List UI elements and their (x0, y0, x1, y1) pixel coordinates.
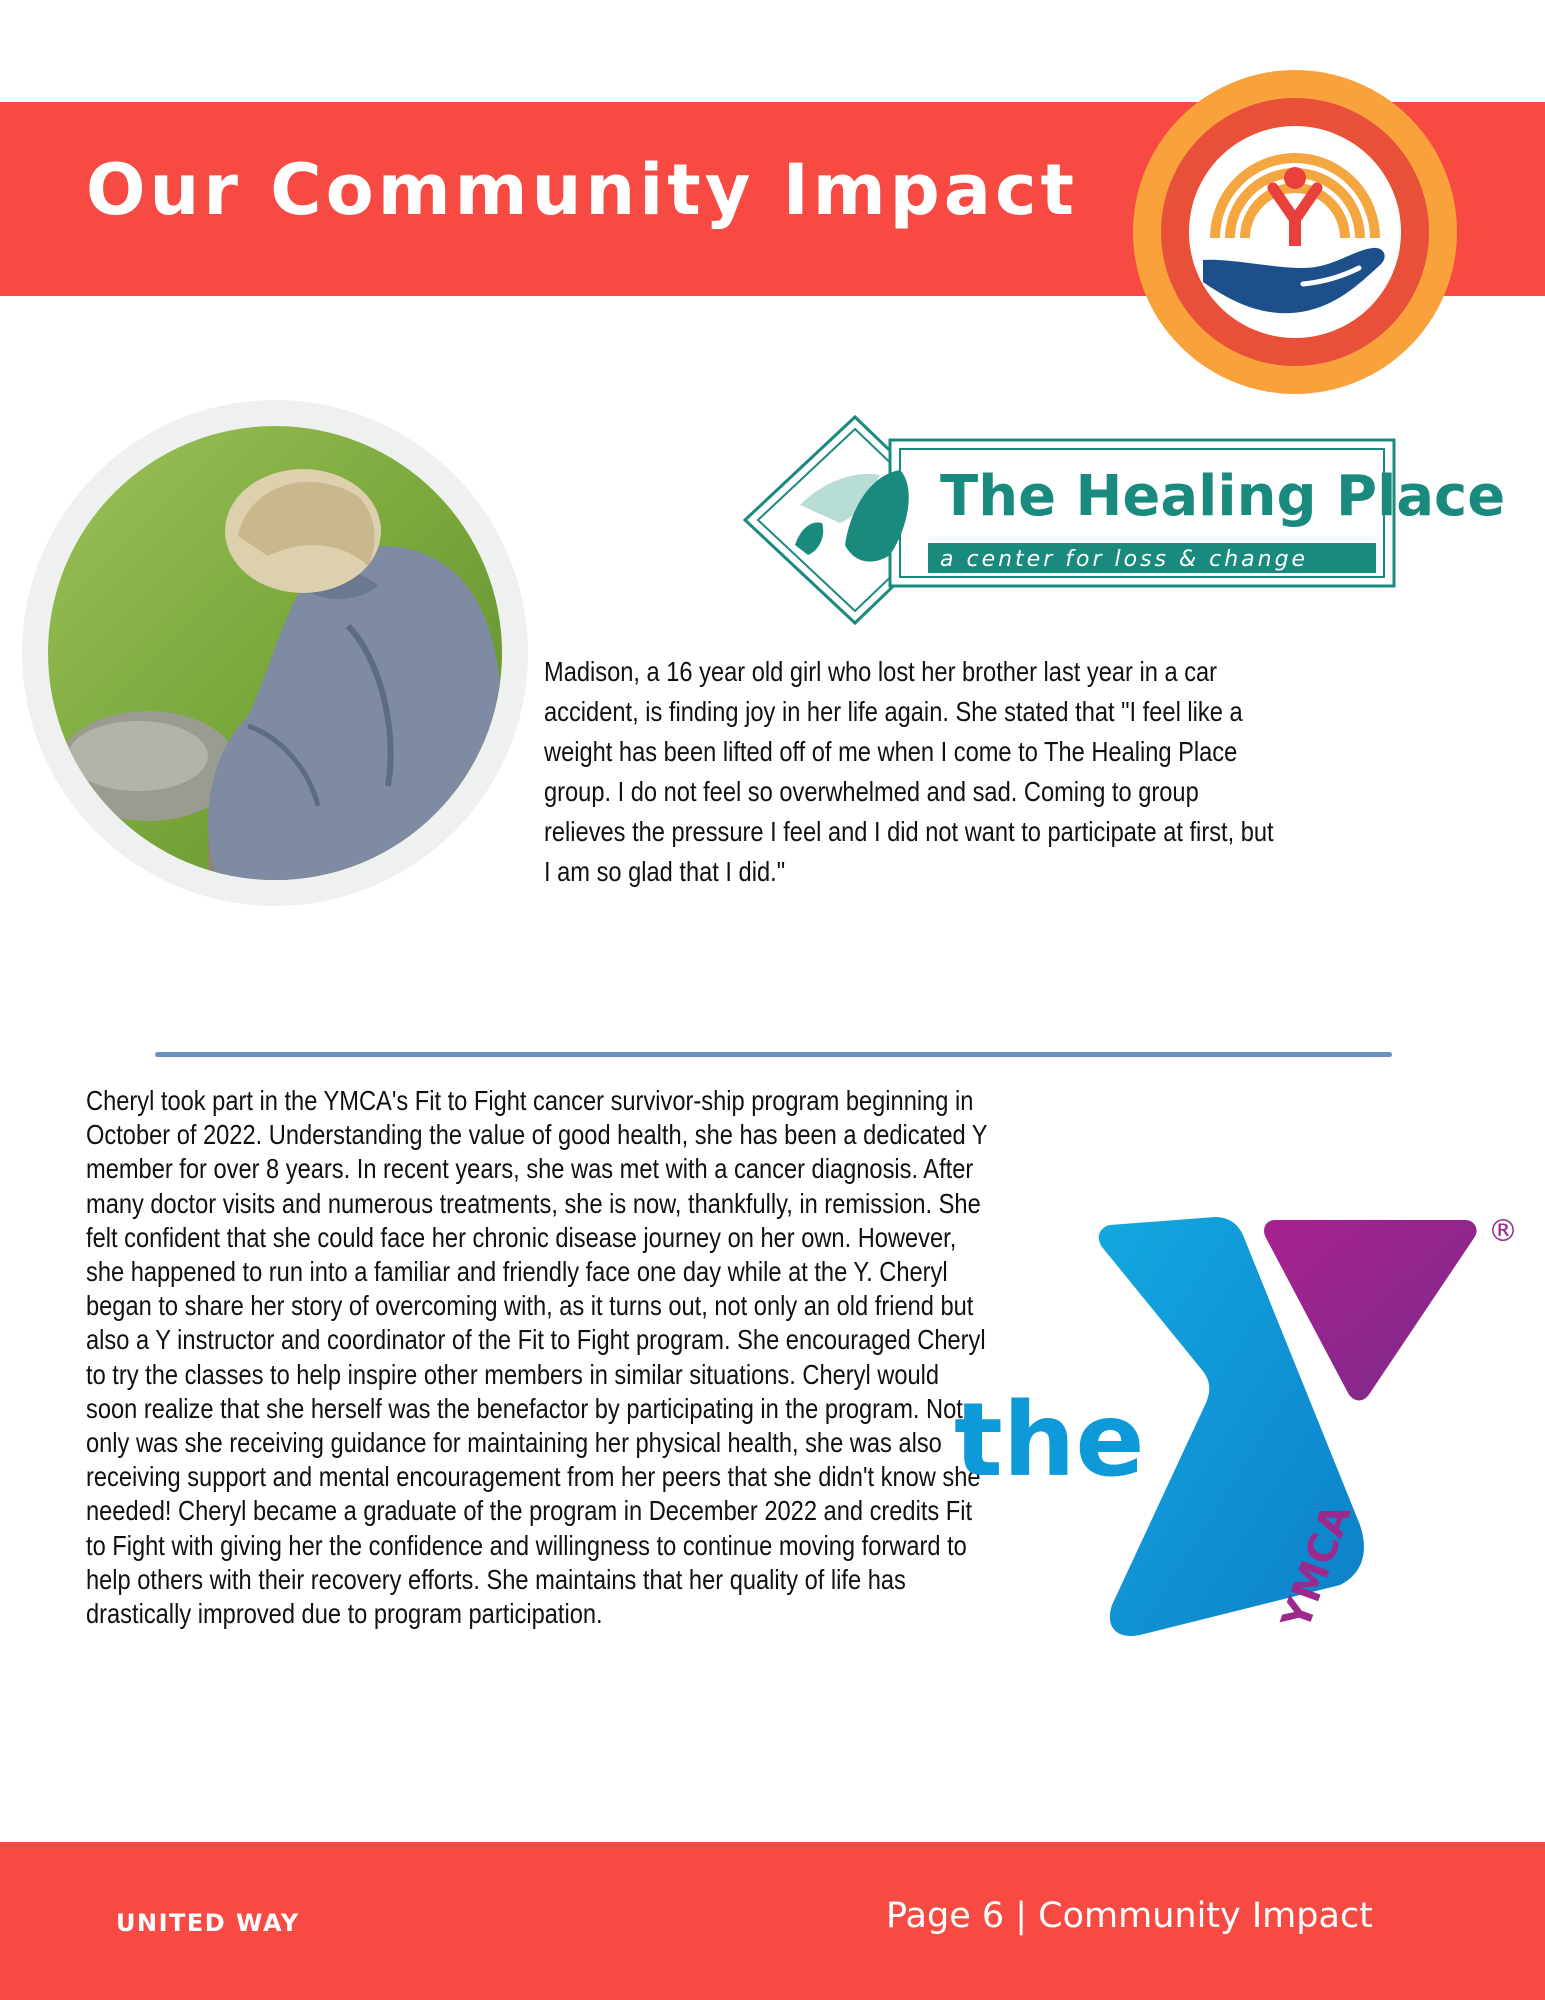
ymca-logo (940, 1185, 1520, 1655)
healing-place-logo-tagline: a center for loss & change (940, 547, 1309, 572)
photo-grieving-child (48, 426, 502, 880)
registered-mark: ® (1488, 1214, 1518, 1249)
healing-place-logo (740, 415, 1506, 625)
ymca-logo-the: the (954, 1381, 1145, 1500)
footer-page-label: Page 6 | Community Impact (886, 1896, 1373, 1936)
ymca-story: Cheryl took part in the YMCA's Fit to Fight cancer survivor-ship program beginning in October of 2022. Understanding the value of good health, she has been a dedicated Y member for over 8 years. In recent years, she was met with a cancer diagnosis. After many doctor visits and numerous treatments, she is now, thankfully, in remission. She felt confident that she could face her chronic disease journey on her own. However, she happened to run into a familiar and friendly face one day while at the Y. Cheryl began to share her story of overcoming with, as it turns out, not only an old friend but also a Y instructor and coordinator of the Fit to Fight program. She encouraged Cheryl to try the classes to help inspire other members in similar situations. Cheryl would soon realize that she herself was the benefactor by participating in the program. Not only was she receiving guidance for maintaining her physical health, she was also receiving support and mental encouragement from her peers that she didn't know she needed! Cheryl became a graduate of the program in December 2022 and credits Fit to Fight with giving her the confidence and willingness to continue moving forward to help others with their recovery efforts. She maintains that her quality of life has drastically improved due to program participation. (86, 1085, 988, 1630)
section-divider (155, 1052, 1392, 1057)
united-way-hand-icon (1133, 70, 1457, 394)
footer-org: UNITED WAY (116, 1909, 300, 1937)
page-title: Our Community Impact (86, 149, 1078, 231)
healing-place-logo-name: The Healing Place (940, 464, 1506, 529)
healing-place-story: Madison, a 16 year old girl who lost her brother last year in a car accident, is finding joy in her life again. She stated that "I feel like a weight has been lifted off of me when I come to The Healing Place group. I do not feel so overwhelmed and sad. Coming to group relieves the pressure I feel and I did not want to participate at first, but I am so glad that I did." (544, 656, 1274, 887)
ymca-logo-wordmark: YMCA (1273, 1498, 1361, 1636)
